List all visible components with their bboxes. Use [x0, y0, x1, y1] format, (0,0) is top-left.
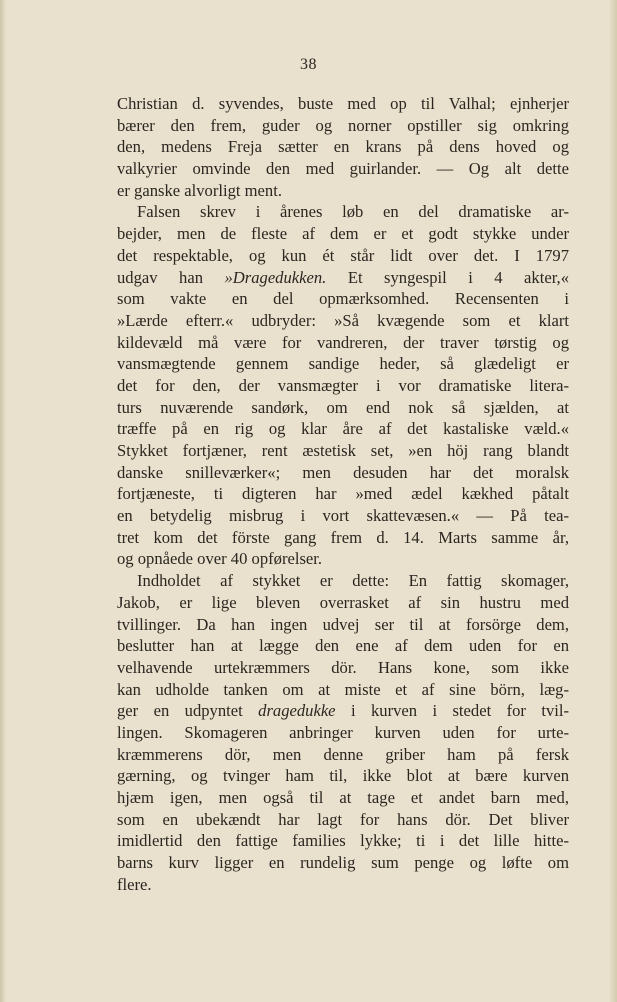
work-title: dragedukke	[258, 701, 336, 721]
text-line: er ganske alvorligt ment.	[117, 180, 282, 200]
text-line: beslutter han at lægge den ene af dem uden for en	[117, 636, 569, 656]
text-line: kildevæld må være for vandreren, der traver tørstig og	[117, 332, 569, 352]
text-line: tvillinger. Da han ingen udvej ser til at forsörge dem,	[117, 614, 569, 634]
text-line: lingen. Skomageren anbringer kurven uden for urte-	[117, 722, 569, 742]
text-line: barns kurv ligger en rundelig sum penge og løfte om	[117, 853, 569, 873]
text-line-with-title	[117, 700, 569, 722]
text-line: Stykket fortjæner, rent æstetisk set, »en höj rang blandt	[117, 441, 569, 460]
text-fragment: Et syngespil i 4 akter,«	[347, 267, 569, 287]
text-line: velhavende urtekræmmers dör. Hans kone, som ikke	[117, 657, 569, 677]
text-line: som vakte en del opmærksomhed. Recensenten i	[117, 289, 569, 309]
text-fragment: ger en udpyntet	[117, 701, 243, 721]
text-line: bejder, men de fleste af dem er et godt stykke under	[117, 224, 569, 244]
text-line: træffe på en rig og klar åre af det kastaliske væld.«	[117, 419, 569, 439]
text-line: turs nuværende sandørk, om end nok så sjælden, at	[117, 397, 569, 417]
text-line: bærer den frem, guder og norner opstiller sig omkring	[117, 115, 569, 135]
text-line: danske snilleværker«; men desuden har det moralsk	[117, 462, 569, 482]
page-edge-left	[0, 0, 6, 1002]
text-line: og opnåede over 40 opførelser.	[117, 549, 323, 569]
text-line: flere.	[117, 874, 152, 894]
text-line: gærning, og tvinger ham til, ikke blot at bære kurven	[117, 766, 569, 786]
text-line: som en ubekændt har lagt for hans dör. Det bliver	[117, 809, 569, 829]
text-line: imidlertid den fattige families lykke; ti i det lille hitte-	[117, 831, 569, 851]
text-line: Jakob, er lige bleven overrasket af sin hustru med	[117, 592, 569, 612]
text-line-with-title	[117, 267, 569, 289]
text-line: kræmmerens dör, men denne griber ham på fersk	[117, 744, 569, 764]
text-line: valkyrier omvinde den med guirlander. — Og alt dette	[117, 159, 569, 179]
text-line: Christian d. syvendes, buste med op til Valhal; ejnherjer	[117, 94, 569, 113]
text-fragment: i kurven i stedet for tvil-	[350, 701, 569, 721]
text-line: fortjæneste, ti digteren har »med ædel kækhed påtalt	[117, 484, 569, 504]
text-line: vansmægtende gennem sandige heder, så glædeligt er	[117, 354, 569, 374]
text-line: en betydelig misbrug i vort skattevæsen.« — På tea-	[117, 506, 569, 526]
text-line: kan udholde tanken om at miste et af sine börn, læg-	[117, 679, 569, 699]
text-line: hjæm igen, men også til at tage et andet barn med,	[117, 788, 569, 807]
body-text	[117, 93, 569, 895]
text-line: den, medens Freja sætter en krans på dens hoved og	[117, 137, 569, 157]
text-line: »Lærde efterr.« udbryder: »Så kvægende som et klart	[117, 310, 569, 330]
page-number: 38	[300, 56, 317, 73]
text-line: det for den, der vansmægter i vor dramatiske litera-	[117, 375, 569, 395]
page-edge-right	[609, 0, 617, 1002]
text-line: tret kom det förste gang frem d. 14. Marts samme år,	[117, 527, 569, 547]
text-line: det respektable, og kun ét står lidt over det. I 1797	[117, 245, 569, 265]
text-line: Falsen skrev i årenes løb en del dramatiske ar-	[137, 202, 569, 222]
work-title: »Dragedukken.	[224, 267, 327, 287]
text-fragment: udgav han	[117, 267, 203, 287]
text-line: Indholdet af stykket er dette: En fattig skomager,	[137, 571, 569, 591]
